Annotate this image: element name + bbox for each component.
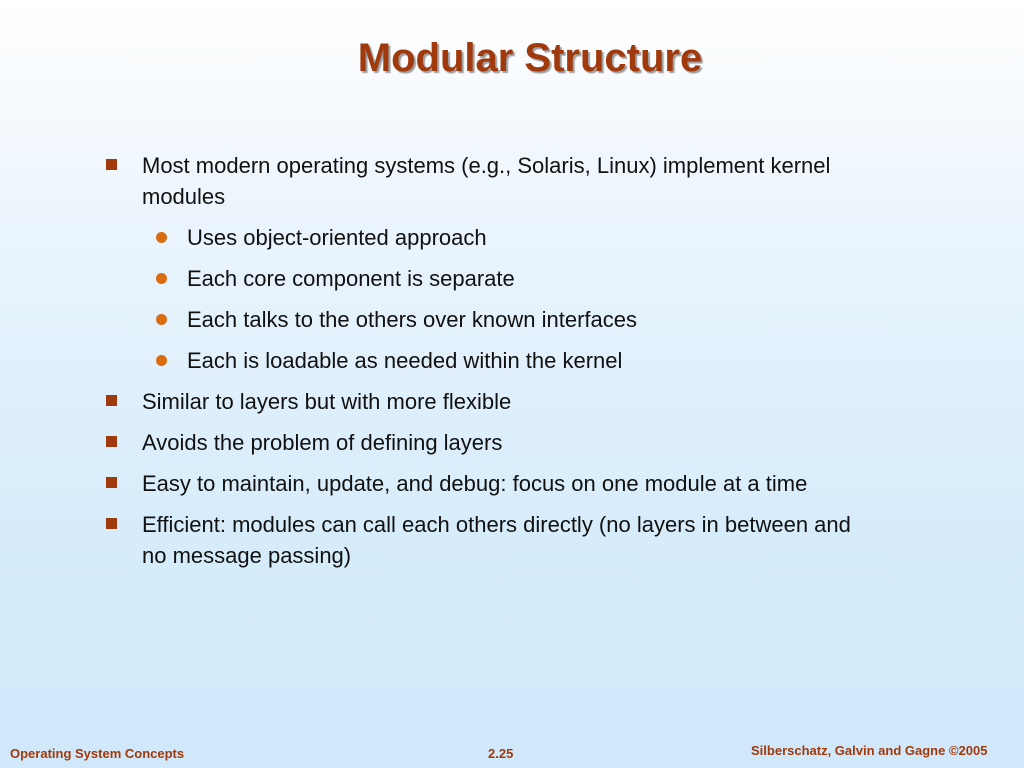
bullet-list <box>100 150 880 581</box>
list-item <box>100 468 880 499</box>
list-item-text: Avoids the problem of defining layers <box>142 430 503 455</box>
square-bullet-icon <box>106 395 117 406</box>
round-bullet-icon <box>156 232 167 243</box>
footer-copyright: Silberschatz, Galvin and Gagne ©2005 <box>751 743 988 758</box>
list-item <box>100 386 880 417</box>
list-item-text: Similar to layers but with more flexible <box>142 389 512 414</box>
round-bullet-icon <box>156 355 167 366</box>
list-item-text: Uses object-oriented approach <box>187 225 487 250</box>
list-item <box>145 304 880 335</box>
list-item <box>100 427 880 458</box>
round-bullet-icon <box>156 273 167 284</box>
list-item-text: Each is loadable as needed within the kernel <box>187 348 623 373</box>
list-item-text: Easy to maintain, update, and debug: focus on one module at a time <box>142 471 808 496</box>
list-item <box>100 150 880 212</box>
list-item-text: Most modern operating systems (e.g., Solaris, Linux) implement kernel modules <box>142 153 831 209</box>
list-item-text: Each core component is separate <box>187 266 515 291</box>
list-item-text: Each talks to the others over known interfaces <box>187 307 638 332</box>
footer-page-number: 2.25 <box>488 746 514 761</box>
list-item <box>145 345 880 376</box>
list-item <box>145 222 880 253</box>
slide-title: Modular Structure <box>357 36 703 80</box>
square-bullet-icon <box>106 159 117 170</box>
round-bullet-icon <box>156 314 167 325</box>
square-bullet-icon <box>106 436 117 447</box>
list-item-text: Efficient: modules can call each others directly (no layers in between and no message passing) <box>142 512 851 568</box>
square-bullet-icon <box>106 518 117 529</box>
list-item <box>100 509 880 571</box>
list-item <box>145 263 880 294</box>
footer-course-title: Operating System Concepts <box>10 746 185 761</box>
square-bullet-icon <box>106 477 117 488</box>
